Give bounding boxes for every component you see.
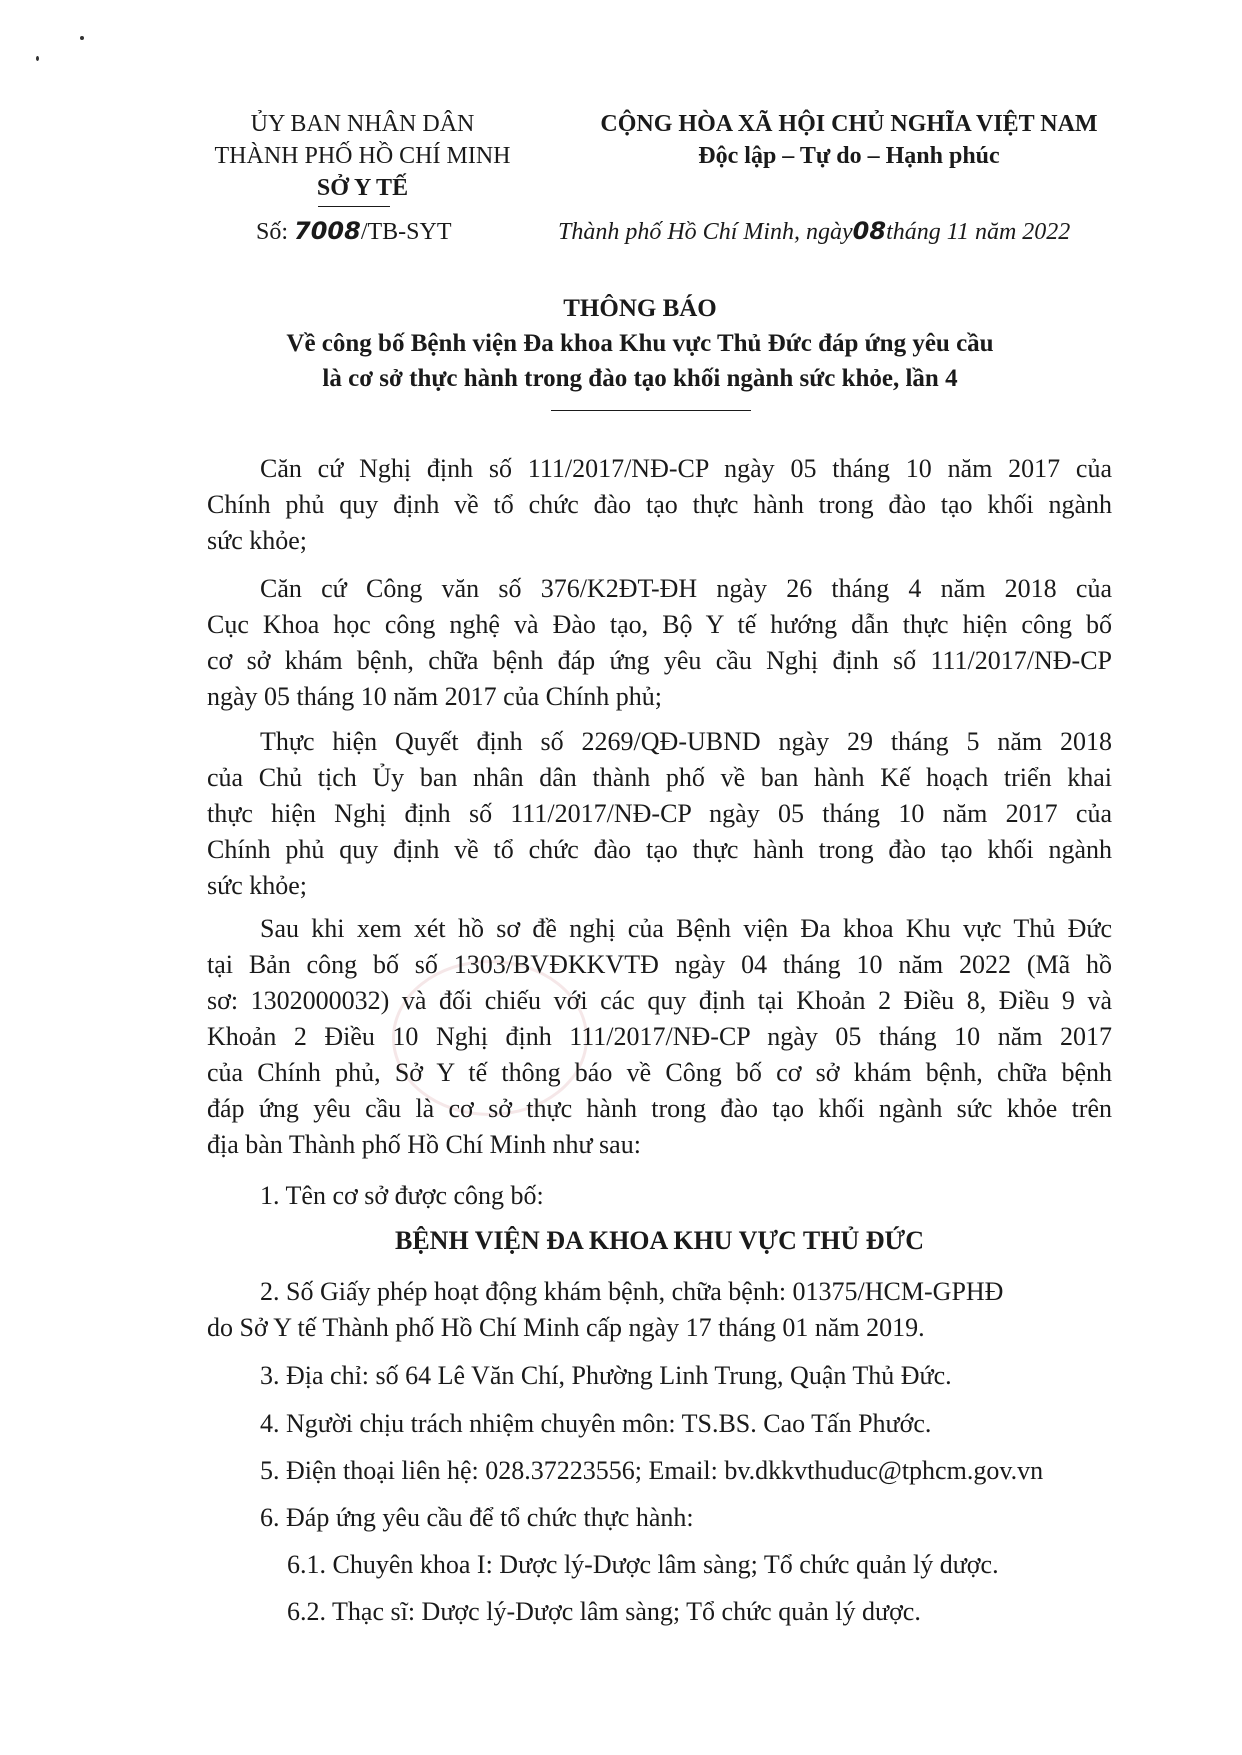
paragraph-line: Thực hiện Quyết định số 2269/QĐ-UBND ngày 29 tháng 5 năm 2018 xyxy=(260,727,1112,756)
paragraph-line: ngày 05 tháng 10 năm 2017 của Chính phủ; xyxy=(207,682,662,711)
agency-line-2: THÀNH PHỐ HỒ CHÍ MINH xyxy=(214,143,511,169)
paragraph-line: của Chủ tịch Ủy ban nhân dân thành phố về ban hành Kế hoạch triển khai xyxy=(207,763,1112,792)
agency-line-3: SỞ Y TẾ xyxy=(316,175,409,201)
item-6-1: 6.1. Chuyên khoa I: Dược lý-Dược lâm sàng; Tổ chức quản lý dược. xyxy=(287,1550,999,1579)
notice-subject-line-2: là cơ sở thực hành trong đào tạo khối ngành sức khỏe, lần 4 xyxy=(322,365,958,392)
number-handwritten: 7008 xyxy=(294,217,361,245)
item-1: 1. Tên cơ sở được công bố: xyxy=(260,1181,544,1210)
issue-date xyxy=(558,217,1070,246)
paragraph-legal-basis-3 xyxy=(207,724,1112,904)
paragraph-review xyxy=(207,911,1112,1163)
agency-underline xyxy=(318,206,390,207)
item-6: 6. Đáp ứng yêu cầu để tổ chức thực hành: xyxy=(260,1503,694,1532)
paragraph-line: Chính phủ quy định về tổ chức đào tạo thực hành trong đào tạo khối ngành xyxy=(207,490,1112,519)
number-prefix: Số: xyxy=(256,219,295,245)
paragraph-line: Cục Khoa học công nghệ và Đào tạo, Bộ Y tế hướng dẫn thực hiện công bố xyxy=(207,610,1112,639)
date-prefix: Thành phố Hồ Chí Minh, ngày xyxy=(558,219,853,245)
facility-name: BỆNH VIỆN ĐA KHOA KHU VỰC THỦ ĐỨC xyxy=(395,1226,924,1255)
item-2-line-1: 2. Số Giấy phép hoạt động khám bệnh, chữa bệnh: 01375/HCM-GPHĐ xyxy=(260,1277,1004,1306)
paragraph-line: Sau khi xem xét hồ sơ đề nghị của Bệnh viện Đa khoa Khu vực Thủ Đức xyxy=(260,914,1112,943)
paragraph-line: cơ sở khám bệnh, chữa bệnh đáp ứng yêu cầu Nghị định số 111/2017/NĐ-CP xyxy=(207,646,1112,675)
agency-line-1: ỦY BAN NHÂN DÂN xyxy=(250,111,475,137)
paragraph-legal-basis-1 xyxy=(207,451,1112,559)
paragraph-line: địa bàn Thành phố Hồ Chí Minh như sau: xyxy=(207,1130,641,1159)
number-suffix: /TB-SYT xyxy=(360,219,452,245)
title-underline xyxy=(551,410,751,411)
item-2-line-2: do Sở Y tế Thành phố Hồ Chí Minh cấp ngày 17 tháng 01 năm 2019. xyxy=(207,1313,925,1342)
nation-line-2: Độc lập – Tự do – Hạnh phúc xyxy=(698,143,1000,169)
notice-subject-line-1: Về công bố Bệnh viện Đa khoa Khu vực Thủ Đức đáp ứng yêu cầu xyxy=(286,330,994,357)
paragraph-line: Căn cứ Công văn số 376/K2ĐT-ĐH ngày 26 tháng 4 năm 2018 của xyxy=(260,574,1112,603)
date-day-handwritten: 08 xyxy=(852,217,887,245)
paragraph-line: Chính phủ quy định về tổ chức đào tạo thực hành trong đào tạo khối ngành xyxy=(207,835,1112,864)
paragraph-line: Khoản 2 Điều 10 Nghị định 111/2017/NĐ-CP ngày 05 tháng 10 năm 2017 xyxy=(207,1022,1112,1051)
item-4: 4. Người chịu trách nhiệm chuyên môn: TS.BS. Cao Tấn Phước. xyxy=(260,1409,932,1438)
paragraph-line: sức khỏe; xyxy=(207,526,308,555)
scan-speck xyxy=(36,56,39,61)
paragraph-line: thực hiện Nghị định số 111/2017/NĐ-CP ngày 05 tháng 10 năm 2017 của xyxy=(207,799,1112,828)
paragraph-line: đáp ứng yêu cầu là cơ sở thực hành trong đào tạo khối ngành sức khỏe trên xyxy=(207,1094,1112,1123)
document-number xyxy=(256,217,451,246)
paragraph-line: của Chính phủ, Sở Y tế thông báo về Công bố cơ sở khám bệnh, chữa bệnh xyxy=(207,1058,1112,1087)
paragraph-line: tại Bản công bố số 1303/BVĐKKVTĐ ngày 04 tháng 10 năm 2022 (Mã hồ xyxy=(207,950,1112,979)
notice-title: THÔNG BÁO xyxy=(563,295,717,322)
nation-line-1: CỘNG HÒA XÃ HỘI CHỦ NGHĨA VIỆT NAM xyxy=(600,111,1098,137)
scan-speck xyxy=(80,36,84,40)
paragraph-line: sơ: 1302000032) và đối chiếu với các quy định tại Khoản 2 Điều 8, Điều 9 và xyxy=(207,986,1112,1015)
paragraph-line: Căn cứ Nghị định số 111/2017/NĐ-CP ngày 05 tháng 10 năm 2017 của xyxy=(260,454,1112,483)
item-5: 5. Điện thoại liên hệ: 028.37223556; Email: bv.dkkvthuduc@tphcm.gov.vn xyxy=(260,1456,1044,1485)
paragraph-legal-basis-2 xyxy=(207,571,1112,715)
item-3: 3. Địa chỉ: số 64 Lê Văn Chí, Phường Linh Trung, Quận Thủ Đức. xyxy=(260,1361,952,1390)
item-6-2: 6.2. Thạc sĩ: Dược lý-Dược lâm sàng; Tổ chức quản lý dược. xyxy=(287,1597,921,1626)
date-suffix: tháng 11 năm 2022 xyxy=(886,219,1071,245)
paragraph-line: sức khỏe; xyxy=(207,871,308,900)
